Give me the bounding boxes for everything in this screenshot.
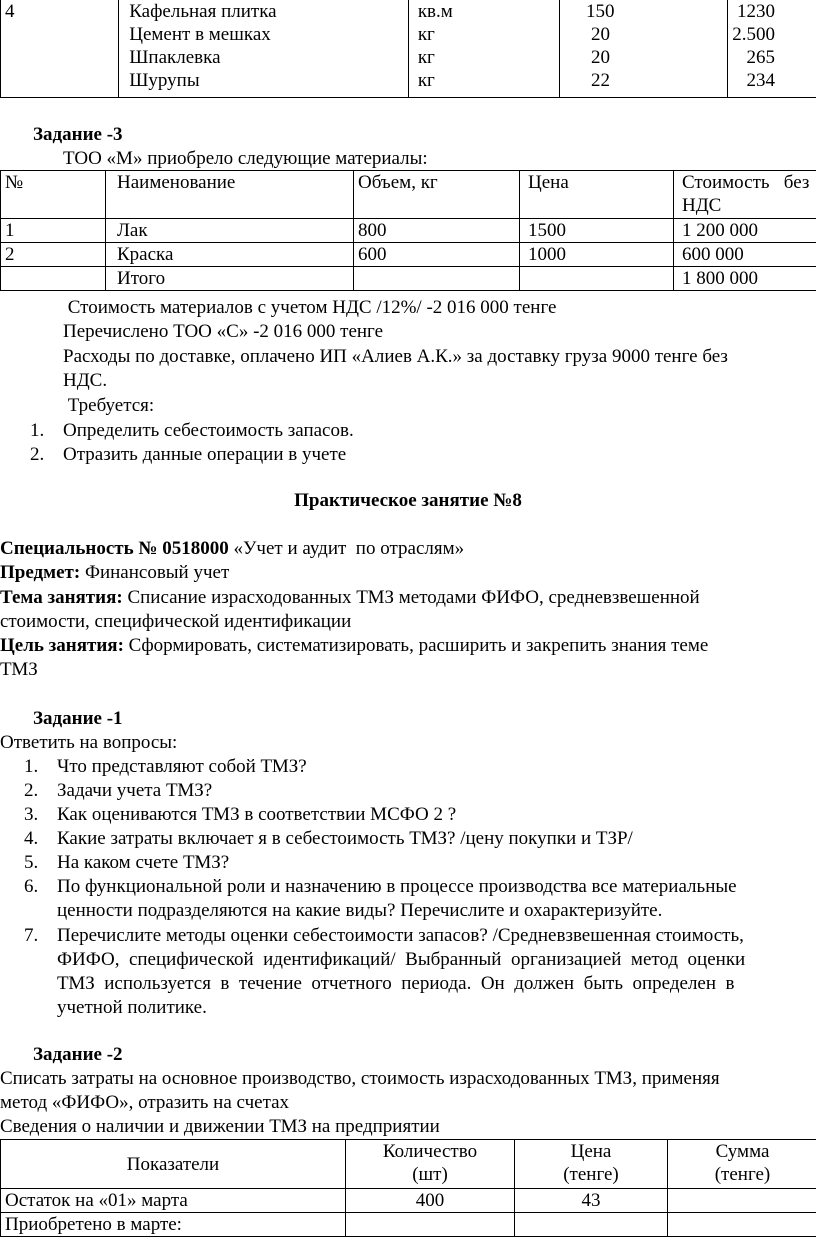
task3-required: Требуется: xyxy=(63,395,155,416)
list-number: 2. xyxy=(30,444,45,465)
question-item-6a: По функциональной роли и назначению в процессе производства все материальные xyxy=(57,876,737,897)
task3-title: Задание -3 xyxy=(33,124,123,145)
t3-row1-name: Лак xyxy=(106,219,354,243)
question-item-7a: Перечислите методы оценки себестоимости запасов? /Средневзвешенная стоимость, xyxy=(57,925,744,946)
cell-num: 4 xyxy=(1,0,119,97)
goal-value: Сформировать, систематизировать, расширить и закрепить знания теме xyxy=(123,635,709,656)
th-unit-price: Цена (тенге) xyxy=(515,1140,668,1189)
task3-list-item: Отразить данные операции в учете xyxy=(63,444,347,465)
th-quantity: Количество (шт) xyxy=(346,1140,515,1189)
goal-line-2: ТМЗ xyxy=(0,659,38,680)
question-item: Что представляют собой ТМЗ? xyxy=(57,756,307,777)
task3-p3a: Расходы по доставке, оплачено ИП «Алиев А.К.» за доставку груза 9000 тенге без xyxy=(63,346,728,367)
th-volume: Объем, кг xyxy=(354,171,520,219)
t2-row1-sum xyxy=(668,1189,816,1213)
goal-line xyxy=(0,634,708,658)
task3-p2: Перечислено ТОО «С» -2 016 000 тенге xyxy=(63,321,384,342)
list-number: 3. xyxy=(24,804,39,825)
t2-row1-label: Остаток на «01» марта xyxy=(1,1189,346,1213)
t3-row2-name: Краска xyxy=(106,243,354,267)
t3-total-label: Итого xyxy=(106,267,354,291)
th-sum: Сумма (тенге) xyxy=(668,1140,816,1189)
question-item: На каком счете ТМЗ? xyxy=(57,852,230,873)
t3-total-price xyxy=(520,267,674,291)
th-name: Наименование xyxy=(106,171,354,219)
question-item-6b: ценности подразделяются на какие виды? Перечислите и охарактеризуйте. xyxy=(57,900,663,921)
t2-row2-label: Приобретено в марте: xyxy=(1,1213,346,1237)
list-number: 5. xyxy=(24,852,39,873)
cell-units: кв.м кг кг кг xyxy=(408,0,559,97)
cell-price: 1230 2.500 265 234 xyxy=(728,0,816,97)
t2-row1-qty: 400 xyxy=(346,1189,515,1213)
t2-row2-qty xyxy=(346,1213,515,1237)
question-item-7d: учетной политике. xyxy=(57,997,207,1018)
list-number: 7. xyxy=(24,925,39,946)
task3-p3b: НДС. xyxy=(63,370,108,391)
question-item: Как оцениваются ТМЗ в соответствии МСФО 2 ? xyxy=(57,804,457,825)
question-item-7c: ТМЗ используется в течение отчетного периода. Он должен быть определен в xyxy=(57,973,735,994)
task2-p3: Сведения о наличии и движении ТМЗ на предприятии xyxy=(0,1116,440,1137)
t2-row2-sum xyxy=(668,1213,816,1237)
t3-row2-cost: 600 000 xyxy=(674,243,816,267)
subject-line xyxy=(0,561,229,585)
t3-total-vol xyxy=(354,267,520,291)
task1-intro: Ответить на вопросы: xyxy=(0,732,178,753)
task2-p1: Списать затраты на основное производство, стоимость израсходованных ТМЗ, применяя xyxy=(0,1068,720,1089)
question-item: Задачи учета ТМЗ? xyxy=(57,780,213,801)
list-number: 1. xyxy=(24,756,39,777)
t3-row2-num: 2 xyxy=(1,243,106,267)
task2-p2: метод «ФИФО», отразить на счетах xyxy=(0,1092,290,1113)
subject-label: Предмет: xyxy=(0,562,81,583)
t3-row1-cost: 1 200 000 xyxy=(674,219,816,243)
th-indicator: Показатели xyxy=(1,1140,346,1189)
subject-value: Финансовый учет xyxy=(80,562,230,583)
t3-row2-vol: 600 xyxy=(354,243,520,267)
task1-title: Задание -1 xyxy=(33,708,123,729)
question-item-7b: ФИФО, специфической идентификаций/ Выбранный организацией метод оценки xyxy=(57,949,746,970)
materials-table-top xyxy=(0,0,816,98)
topic-label: Тема занятия: xyxy=(0,587,123,608)
task2-title: Задание -2 xyxy=(33,1044,123,1065)
task3-table xyxy=(0,170,816,291)
practice-title: Практическое занятие №8 xyxy=(294,490,522,511)
list-number: 2. xyxy=(24,780,39,801)
t3-row2-price: 1000 xyxy=(520,243,674,267)
list-number: 6. xyxy=(24,876,39,897)
t3-total-num xyxy=(1,267,106,291)
specialty-value: «Учет и аудит по отраслям» xyxy=(228,538,465,559)
topic-line xyxy=(0,586,700,610)
th-cost: Стоимость без НДС xyxy=(674,171,816,219)
th-num: № xyxy=(1,171,106,219)
goal-label: Цель занятия: xyxy=(0,635,124,656)
list-number: 1. xyxy=(30,420,45,441)
specialty-label: Специальность № 0518000 xyxy=(0,538,229,559)
t3-total-cost: 1 800 000 xyxy=(674,267,816,291)
topic-line-2: стоимости, специфической идентификации xyxy=(0,611,352,632)
cell-names: Кафельная плитка Цемент в мешках Шпаклевка Шурупы xyxy=(119,0,409,97)
t3-row1-price: 1500 xyxy=(520,219,674,243)
t2-row2-price xyxy=(515,1213,668,1237)
inventory-table xyxy=(0,1139,816,1237)
th-price: Цена xyxy=(520,171,674,219)
task3-intro: ТОО «М» приобрело следующие материалы: xyxy=(63,148,428,169)
list-number: 4. xyxy=(24,828,39,849)
topic-value: Списание израсходованных ТМЗ методами ФИФО, средневзвешенной xyxy=(122,587,700,608)
task3-p1: Стоимость материалов с учетом НДС /12%/ -2 016 000 тенге xyxy=(63,297,557,318)
question-item: Какие затраты включает я в себестоимость ТМЗ? /цену покупки и ТЗР/ xyxy=(57,828,633,849)
cell-qty: 150 20 20 22 xyxy=(560,0,728,97)
specialty-line xyxy=(0,537,464,561)
t3-row1-vol: 800 xyxy=(354,219,520,243)
t2-row1-price: 43 xyxy=(515,1189,668,1213)
task3-list-item: Определить себестоимость запасов. xyxy=(63,420,354,441)
t3-row1-num: 1 xyxy=(1,219,106,243)
